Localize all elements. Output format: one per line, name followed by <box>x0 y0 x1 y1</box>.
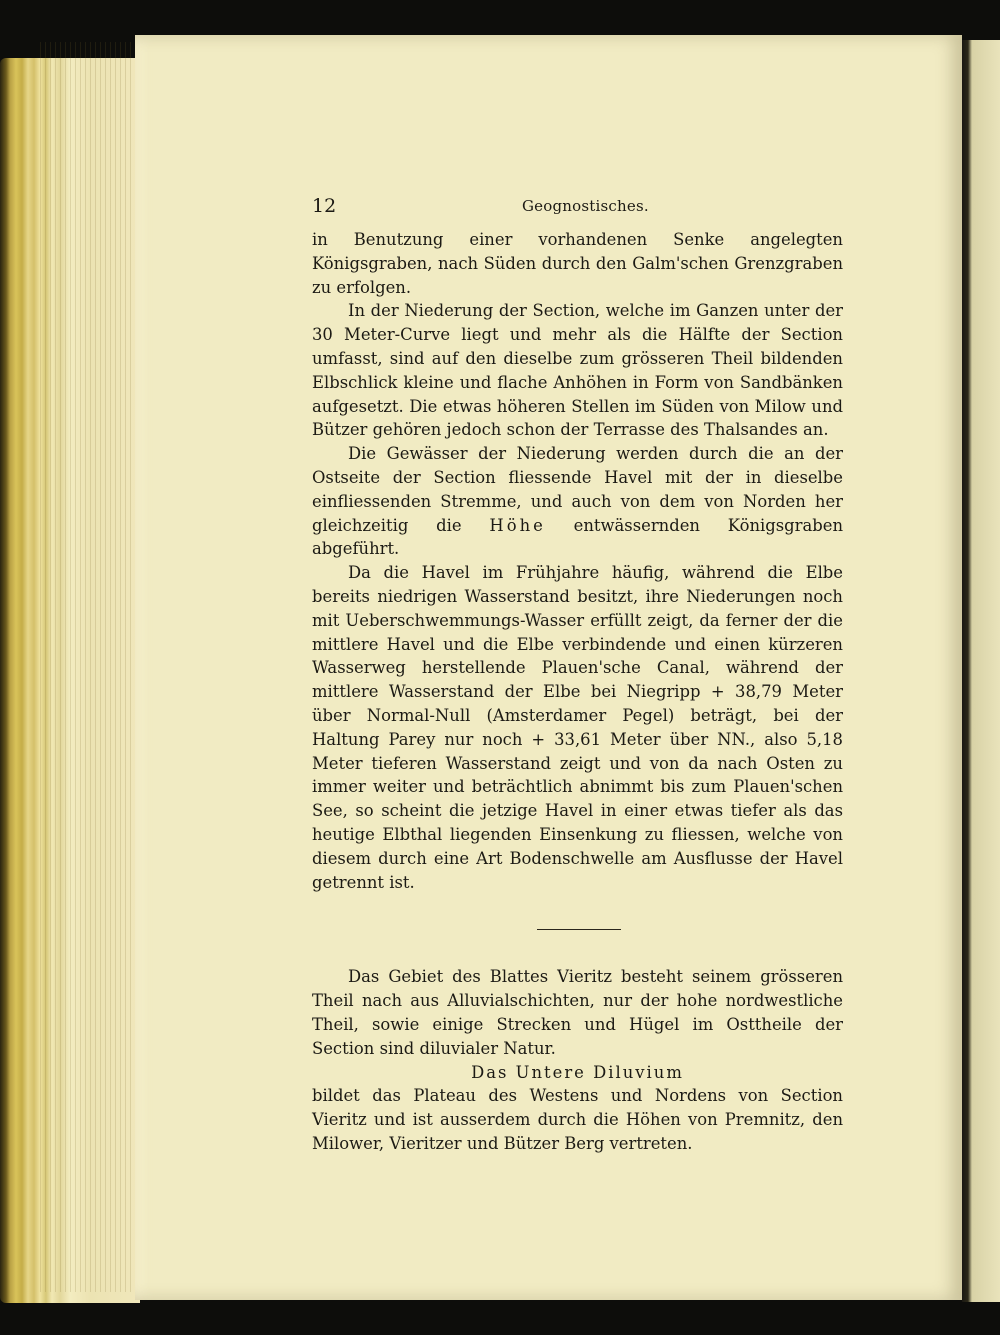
paragraph-3-start: Die Gewässer der Niederung werden durch die an der Ostseite der Section fliessende Havel mit der in dieselbe einfliessenden Stremme, und auch von dem von Norden her gleichzeitig die <box>312 444 843 535</box>
paragraph-4: Da die Havel im Frühjahre häufig, während die Elbe bereits niedrigen Wasserstand besitzt, ihre Niederungen noch mit Ueberschwemmungs-Wasser erfüllt zeigt, da ferner der die mittlere Havel und die Elbe verbindende und einen kürzeren Wasserweg herstellende Plauen'sche Canal, während der mittlere Wasserstand der Elbe bei Niegripp + 38,79 Meter über Normal-Null (Amsterdamer Pegel) beträgt, bei der Haltung Parey nur noch + 33,61 Meter über NN., also 5,18 Meter tieferen Wasserstand zeigt und von da nach Osten zu immer weiter und beträchtlich abnimmt bis zum Plauen'schen See, so scheint die jetzige Havel in einer etwas tiefer als das heutige Elbthal liegenden Einsenkung zu fliessen, welche von diesem durch eine Art Bodenschwelle am Ausflusse der Havel getrennt ist. <box>312 563 843 892</box>
paragraph-2: In der Niederung der Section, welche im Ganzen unter der 30 Meter-Curve liegt und mehr als die Hälfte der Section umfasst, sind auf den dieselbe zum grösseren Theil bildenden Elbschlick kleine und flache Anhöhen in Form von Sandbänken aufgesetzt. Die etwas höheren Stellen im Süden von Milow und Bützer gehören jedoch schon der Terrasse des Thalsandes an. <box>312 301 843 440</box>
paragraph-6: bildet das Plateau des Westens und Nordens von Section Vieritz und ist ausserdem durch die Höhen von Premnitz, den Milower, Vieritzer und Bützer Berg vertreten. <box>312 1086 843 1153</box>
page-edge-lines <box>40 42 140 1292</box>
page-body <box>312 228 843 1156</box>
running-head <box>312 195 842 221</box>
page-number: 12 <box>312 195 337 217</box>
paragraph-5: Das Gebiet des Blattes Vieritz besteht seinem grösseren Theil nach aus Alluvialschichten, nur der hohe nordwestliche Theil, sowie einige Strecken und Hügel im Osttheile der Section sind diluvialer Natur. <box>312 967 843 1058</box>
section-heading: Das Untere Diluvium <box>471 1062 684 1082</box>
facing-page-edge <box>962 40 1000 1302</box>
paragraph-3-end: entwässernden Königsgraben abgeführt. <box>312 515 844 559</box>
section-divider <box>537 929 621 930</box>
running-title: Geognostisches. <box>522 197 649 215</box>
spaced-word: Höhe <box>489 515 546 535</box>
paragraph-3 <box>312 442 843 561</box>
paragraph-1: in Benutzung einer vorhandenen Senke angelegten Königsgraben, nach Süden durch den Galm'schen Grenzgraben zu erfolgen. <box>312 230 843 297</box>
